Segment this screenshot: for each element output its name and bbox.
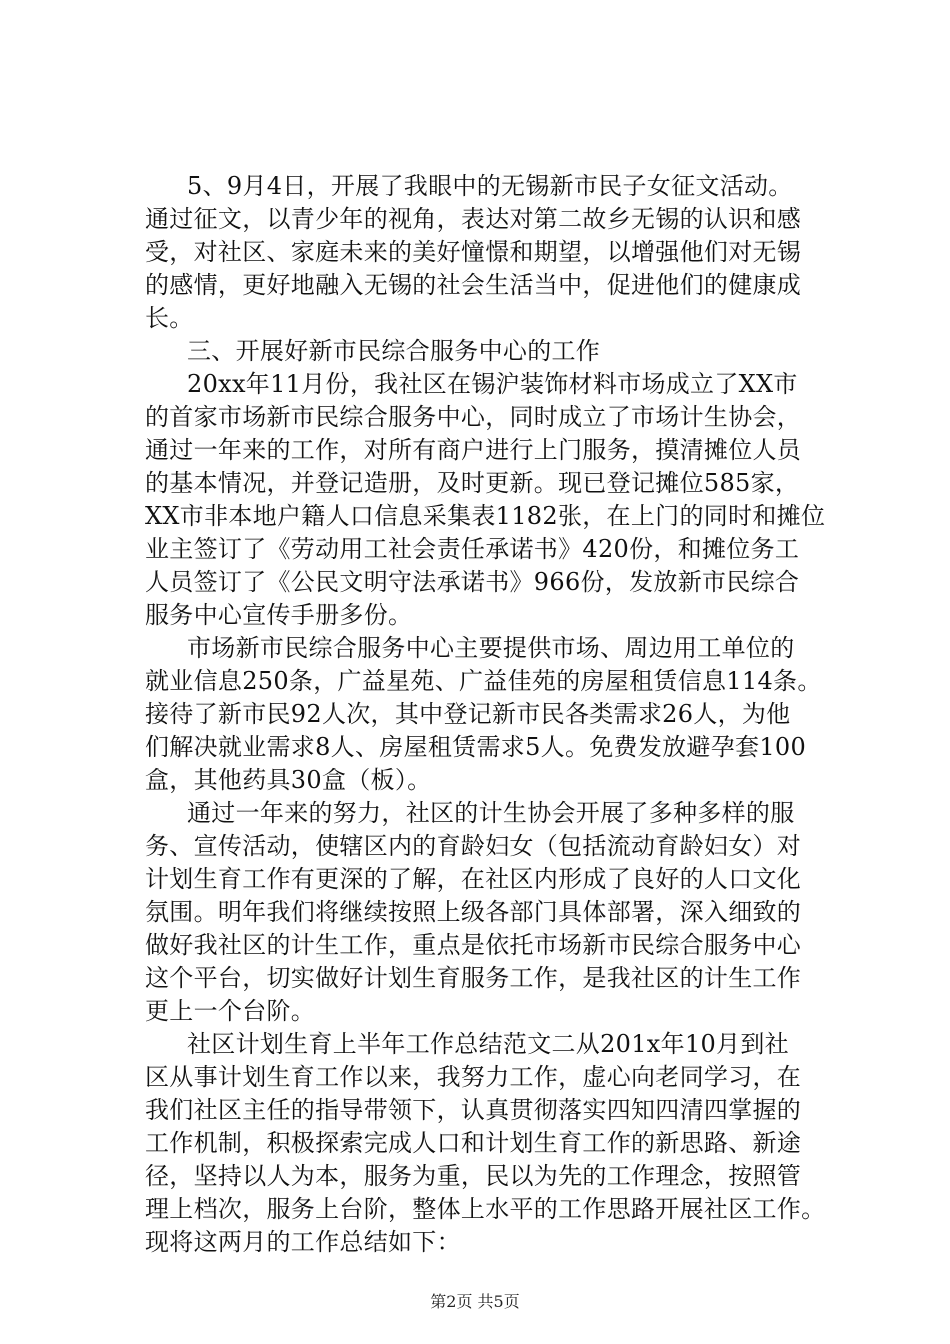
page-number: 第2页 共5页 — [430, 1292, 520, 1311]
paragraph-line: 服务中心宣传手册多份。 — [145, 601, 413, 629]
paragraph-line: 社区计划生育上半年工作总结范文二从201x年10月到社 — [187, 1030, 789, 1058]
paragraph-line: 区从事计划生育工作以来，我努力工作，虚心向老同学习，在 — [145, 1063, 802, 1091]
paragraph-line: 径，坚持以人为本，服务为重，民以为先的工作理念，按照管 — [145, 1162, 802, 1190]
paragraph-line: 市场新市民综合服务中心主要提供市场、周边用工单位的 — [187, 634, 795, 662]
paragraph-line: XX市非本地户籍人口信息采集表1182张，在上门的同时和摊位 — [145, 502, 826, 530]
paragraph-line: 氛围。明年我们将继续按照上级各部门具体部署，深入细致的 — [145, 898, 802, 926]
paragraph-line: 通过一年来的努力，社区的计生协会开展了多种多样的服 — [187, 799, 795, 827]
paragraph-line: 5、9月4日，开展了我眼中的无锡新市民子女征文活动。 — [187, 172, 793, 200]
section-heading: 三、开展好新市民综合服务中心的工作 — [187, 337, 601, 365]
paragraph-line: 做好我社区的计生工作，重点是依托市场新市民综合服务中心 — [145, 931, 802, 959]
paragraph-line: 受，对社区、家庭未来的美好憧憬和期望，以增强他们对无锡 — [145, 238, 802, 266]
document-body — [145, 170, 835, 1259]
paragraph-line: 这个平台，切实做好计划生育服务工作，是我社区的计生工作 — [145, 964, 802, 992]
paragraph-line: 长。 — [145, 304, 194, 332]
paragraph-line: 就业信息250条，广益星苑、广益佳苑的房屋租赁信息114条。 — [145, 667, 822, 695]
paragraph-line: 通过一年来的工作，对所有商户进行上门服务，摸清摊位人员 — [145, 436, 802, 464]
paragraph-line: 的基本情况，并登记造册，及时更新。现已登记摊位585家， — [145, 469, 800, 497]
paragraph-line: 理上档次，服务上台阶，整体上水平的工作思路开展社区工作。 — [145, 1195, 826, 1223]
paragraph-line: 我们社区主任的指导带领下，认真贯彻落实四知四清四掌握的 — [145, 1096, 802, 1124]
paragraph-line: 计划生育工作有更深的了解，在社区内形成了良好的人口文化 — [145, 865, 802, 893]
paragraph-line: 们解决就业需求8人、房屋租赁需求5人。免费发放避孕套100 — [145, 733, 807, 761]
paragraph-line: 通过征文，以青少年的视角，表达对第二故乡无锡的认识和感 — [145, 205, 802, 233]
paragraph-line: 现将这两月的工作总结如下： — [145, 1228, 461, 1256]
paragraph-line: 人员签订了《公民文明守法承诺书》966份，发放新市民综合 — [145, 568, 800, 596]
paragraph-line: 盒，其他药具30盒（板）。 — [145, 766, 432, 794]
paragraph-line: 20xx年11月份，我社区在锡沪装饰材料市场成立了XX市 — [187, 370, 798, 398]
paragraph-line: 的感情，更好地融入无锡的社会生活当中，促进他们的健康成 — [145, 271, 802, 299]
paragraph-line: 的首家市场新市民综合服务中心，同时成立了市场计生协会， — [145, 403, 802, 431]
paragraph-line: 工作机制，积极探索完成人口和计划生育工作的新思路、新途 — [145, 1129, 802, 1157]
paragraph-line: 接待了新市民92人次，其中登记新市民各类需求26人，为他 — [145, 700, 791, 728]
paragraph-line: 务、宣传活动，使辖区内的育龄妇女（包括流动育龄妇女）对 — [145, 832, 802, 860]
paragraph-line: 更上一个台阶。 — [145, 997, 316, 1025]
paragraph-line: 业主签订了《劳动用工社会责任承诺书》420份，和摊位务工 — [145, 535, 800, 563]
